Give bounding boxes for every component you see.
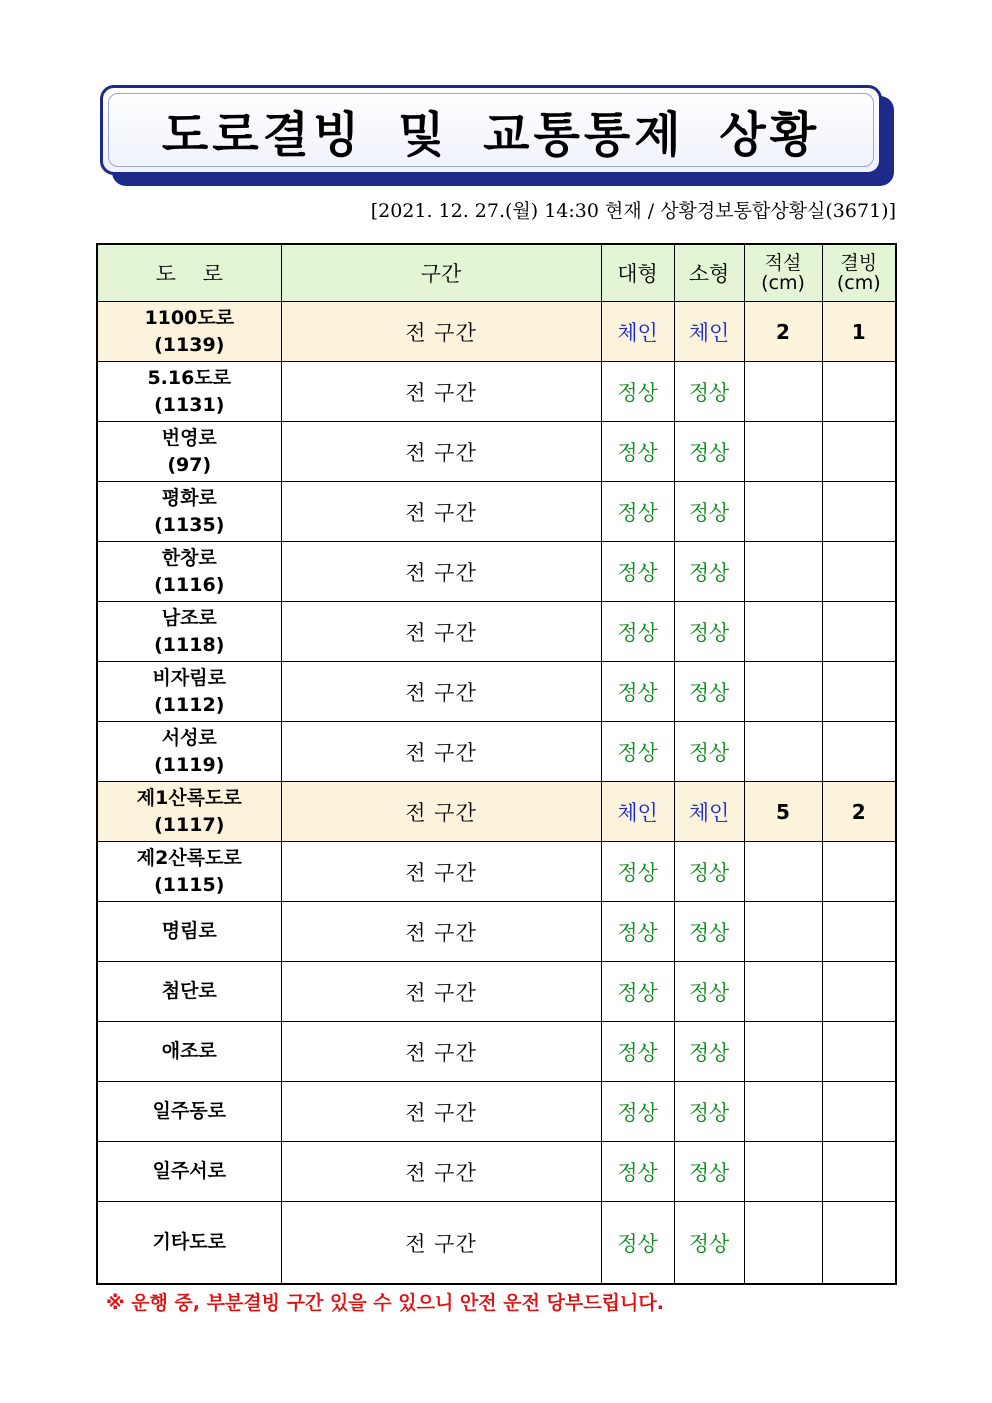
- table-row: [97, 662, 896, 722]
- large-vehicle-status: 정상: [601, 362, 674, 422]
- road-name-cell: [97, 362, 281, 422]
- road-code: (1118): [154, 633, 225, 656]
- icing-cell: [822, 602, 896, 662]
- road-name-cell: [97, 602, 281, 662]
- road-name-cell: [97, 1202, 281, 1285]
- snowfall-cell: [744, 542, 822, 602]
- table-row: [97, 602, 896, 662]
- icing-cell: [822, 1082, 896, 1142]
- title-banner: [100, 85, 882, 175]
- road-name: 제2산록도로: [136, 846, 242, 869]
- icing-cell: [822, 662, 896, 722]
- snowfall-cell: [744, 902, 822, 962]
- table-row: [97, 362, 896, 422]
- small-vehicle-status: 정상: [674, 722, 744, 782]
- icing-cell: [822, 1022, 896, 1082]
- section-cell: 전 구간: [281, 902, 601, 962]
- small-vehicle-status: 정상: [674, 1022, 744, 1082]
- road-name: 일주동로: [152, 1100, 226, 1122]
- small-vehicle-status: 정상: [674, 1082, 744, 1142]
- page-title: 도로결빙 및 교통통제 상황: [161, 106, 821, 163]
- section-cell: 전 구간: [281, 1022, 601, 1082]
- snowfall-cell: [744, 362, 822, 422]
- header-large-vehicle: 대형: [601, 244, 674, 302]
- small-vehicle-status: 정상: [674, 842, 744, 902]
- section-cell: 전 구간: [281, 962, 601, 1022]
- table-row: [97, 482, 896, 542]
- section-cell: 전 구간: [281, 362, 601, 422]
- section-cell: 전 구간: [281, 782, 601, 842]
- road-name: 애조로: [161, 1040, 217, 1062]
- large-vehicle-status: 정상: [601, 962, 674, 1022]
- road-name: 비자림로: [152, 666, 226, 689]
- snowfall-cell: [744, 422, 822, 482]
- road-name-cell: [97, 722, 281, 782]
- header-road: 도 로: [97, 244, 281, 302]
- table-row: [97, 1142, 896, 1202]
- large-vehicle-status: 체인: [601, 302, 674, 362]
- road-name-cell: [97, 302, 281, 362]
- large-vehicle-status: 정상: [601, 1082, 674, 1142]
- snowfall-cell: [744, 1202, 822, 1285]
- section-cell: 전 구간: [281, 842, 601, 902]
- section-cell: 전 구간: [281, 422, 601, 482]
- road-name-cell: [97, 542, 281, 602]
- snowfall-cell: [744, 1082, 822, 1142]
- snowfall-cell: [744, 962, 822, 1022]
- snowfall-cell: [744, 602, 822, 662]
- road-name: 기타도로: [152, 1231, 226, 1253]
- road-name-cell: [97, 842, 281, 902]
- report-timestamp: [2021. 12. 27.(월) 14:30 현재 / 상황경보통합상황실(3671)]: [370, 200, 896, 222]
- road-name: 명림로: [161, 920, 217, 942]
- small-vehicle-status: 정상: [674, 362, 744, 422]
- icing-cell: [822, 902, 896, 962]
- icing-cell: [822, 962, 896, 1022]
- small-vehicle-status: 정상: [674, 602, 744, 662]
- small-vehicle-status: 체인: [674, 302, 744, 362]
- small-vehicle-status: 정상: [674, 1202, 744, 1285]
- large-vehicle-status: 정상: [601, 482, 674, 542]
- road-name: 번영로: [161, 426, 217, 449]
- large-vehicle-status: 정상: [601, 542, 674, 602]
- icing-cell: [822, 1202, 896, 1285]
- table-row: [97, 902, 896, 962]
- road-name: 서성로: [161, 726, 217, 749]
- small-vehicle-status: 정상: [674, 962, 744, 1022]
- snowfall-cell: [744, 1142, 822, 1202]
- snowfall-cell: 2: [744, 302, 822, 362]
- road-name: 1100도로: [144, 306, 235, 329]
- section-cell: 전 구간: [281, 602, 601, 662]
- small-vehicle-status: 체인: [674, 782, 744, 842]
- road-name-cell: [97, 1142, 281, 1202]
- table-row: [97, 422, 896, 482]
- small-vehicle-status: 정상: [674, 902, 744, 962]
- large-vehicle-status: 정상: [601, 1142, 674, 1202]
- icing-cell: [822, 362, 896, 422]
- icing-cell: [822, 842, 896, 902]
- icing-cell: [822, 542, 896, 602]
- section-cell: 전 구간: [281, 722, 601, 782]
- table-row: [97, 782, 896, 842]
- road-name: 5.16도로: [147, 366, 232, 389]
- icing-cell: 1: [822, 302, 896, 362]
- road-name-cell: [97, 662, 281, 722]
- large-vehicle-status: 체인: [601, 782, 674, 842]
- snowfall-cell: [744, 662, 822, 722]
- road-name-cell: [97, 1082, 281, 1142]
- table-row: [97, 1022, 896, 1082]
- table-row: [97, 1082, 896, 1142]
- header-snowfall: 적설 (cm): [744, 244, 822, 302]
- road-name-cell: [97, 1022, 281, 1082]
- road-code: (1139): [154, 333, 225, 356]
- road-status-table: [96, 243, 897, 1285]
- road-code: (1135): [154, 513, 225, 536]
- large-vehicle-status: 정상: [601, 842, 674, 902]
- small-vehicle-status: 정상: [674, 422, 744, 482]
- section-cell: 전 구간: [281, 1082, 601, 1142]
- section-cell: 전 구간: [281, 542, 601, 602]
- icing-cell: 2: [822, 782, 896, 842]
- road-code: (1115): [154, 873, 225, 896]
- header-icing: 결빙 (cm): [822, 244, 896, 302]
- road-code: (1116): [154, 573, 225, 596]
- large-vehicle-status: 정상: [601, 1022, 674, 1082]
- table-row: [97, 542, 896, 602]
- table-row: [97, 302, 896, 362]
- section-cell: 전 구간: [281, 482, 601, 542]
- snowfall-cell: [744, 482, 822, 542]
- small-vehicle-status: 정상: [674, 1142, 744, 1202]
- road-name-cell: [97, 482, 281, 542]
- section-cell: 전 구간: [281, 662, 601, 722]
- caution-note: ※ 운행 중, 부분결빙 구간 있을 수 있으니 안전 운전 당부드립니다.: [106, 1292, 664, 1314]
- table-row: [97, 722, 896, 782]
- icing-cell: [822, 422, 896, 482]
- large-vehicle-status: 정상: [601, 662, 674, 722]
- snowfall-cell: [744, 842, 822, 902]
- road-code: (1112): [154, 693, 225, 716]
- small-vehicle-status: 정상: [674, 542, 744, 602]
- table-row: [97, 842, 896, 902]
- snowfall-cell: [744, 722, 822, 782]
- small-vehicle-status: 정상: [674, 662, 744, 722]
- road-name-cell: [97, 902, 281, 962]
- road-name: 남조로: [161, 606, 217, 629]
- large-vehicle-status: 정상: [601, 722, 674, 782]
- road-name: 일주서로: [152, 1160, 226, 1182]
- road-name: 한창로: [161, 546, 217, 569]
- table-row: [97, 962, 896, 1022]
- header-small-vehicle: 소형: [674, 244, 744, 302]
- small-vehicle-status: 정상: [674, 482, 744, 542]
- road-name: 평화로: [161, 486, 217, 509]
- section-cell: 전 구간: [281, 1202, 601, 1285]
- snowfall-cell: [744, 1022, 822, 1082]
- section-cell: 전 구간: [281, 302, 601, 362]
- large-vehicle-status: 정상: [601, 1202, 674, 1285]
- table-row: [97, 1202, 896, 1285]
- large-vehicle-status: 정상: [601, 422, 674, 482]
- road-name: 첨단로: [161, 980, 217, 1002]
- header-section: 구간: [281, 244, 601, 302]
- road-name-cell: [97, 422, 281, 482]
- icing-cell: [822, 482, 896, 542]
- large-vehicle-status: 정상: [601, 902, 674, 962]
- road-name-cell: [97, 782, 281, 842]
- road-code: (1131): [154, 393, 225, 416]
- road-code: (97): [167, 453, 212, 476]
- icing-cell: [822, 722, 896, 782]
- road-code: (1119): [154, 753, 225, 776]
- table-header-row: [97, 244, 896, 302]
- snowfall-cell: 5: [744, 782, 822, 842]
- road-name-cell: [97, 962, 281, 1022]
- section-cell: 전 구간: [281, 1142, 601, 1202]
- large-vehicle-status: 정상: [601, 602, 674, 662]
- icing-cell: [822, 1142, 896, 1202]
- road-name: 제1산록도로: [136, 786, 242, 809]
- road-code: (1117): [154, 813, 225, 836]
